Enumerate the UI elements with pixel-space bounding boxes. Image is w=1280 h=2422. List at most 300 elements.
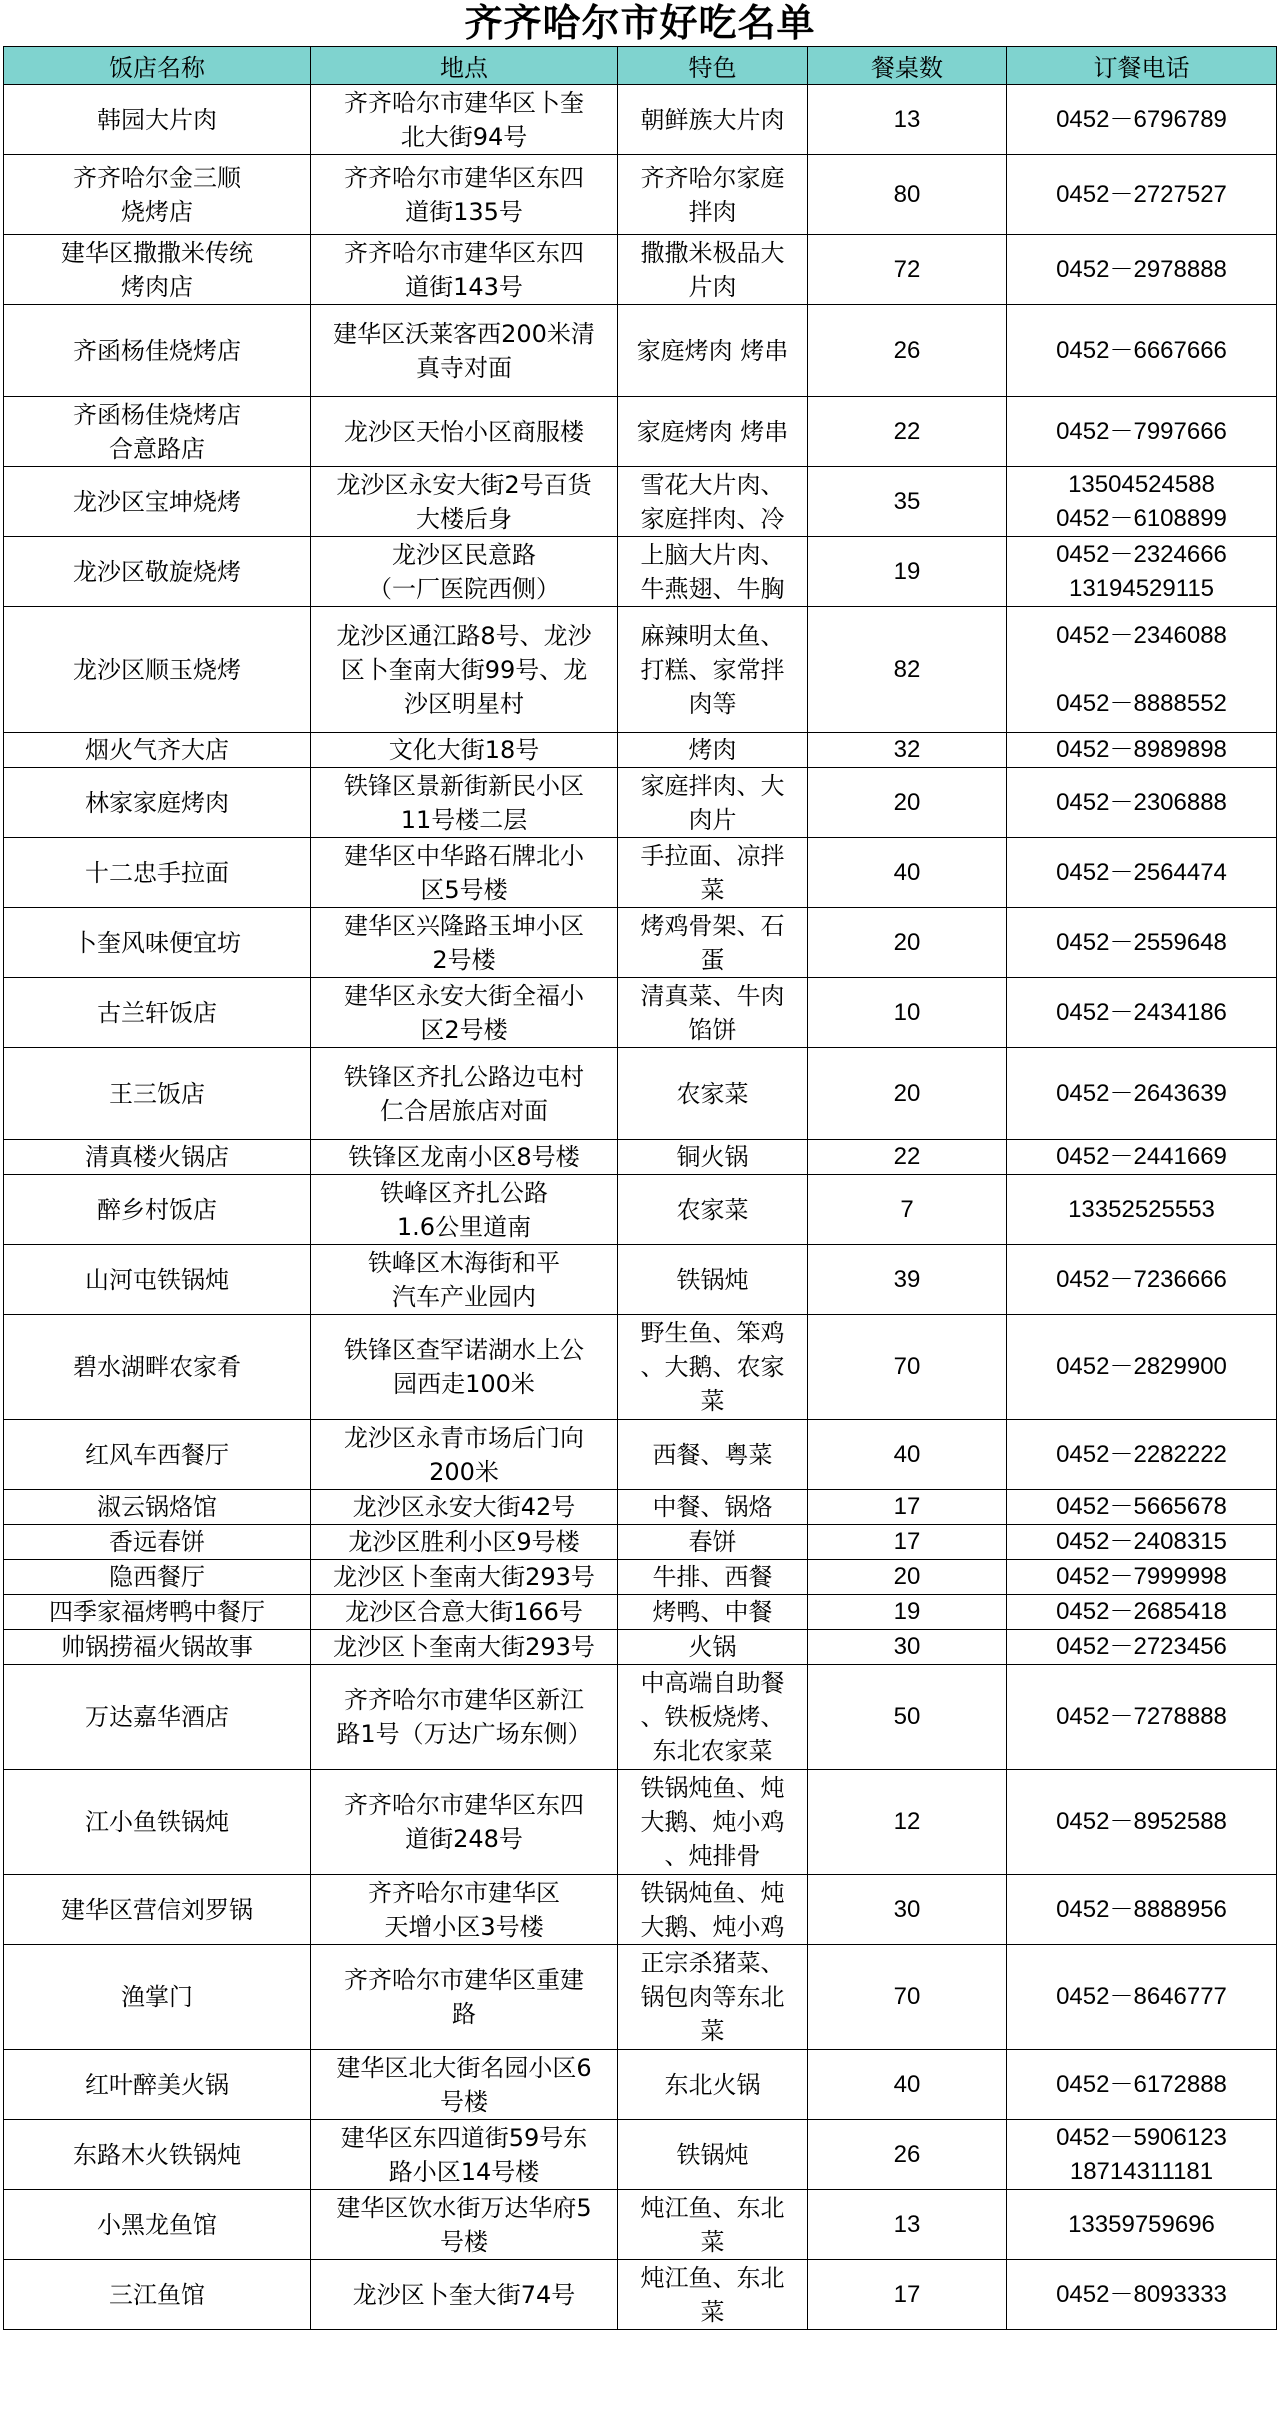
phone-cell: [1007, 1595, 1277, 1630]
restaurant-name-cell: [4, 1595, 311, 1630]
phone-line: 0452－7278888: [1056, 1703, 1227, 1730]
restaurant-name-cell: [4, 1945, 311, 2050]
address-line: 齐齐哈尔市建华区卜奎: [344, 88, 584, 117]
address-line: 2号楼: [432, 945, 496, 974]
specialty-cell: [618, 978, 808, 1048]
table-count-cell: 40: [808, 838, 1007, 908]
table-count-cell: 30: [808, 1875, 1007, 1945]
table-row: [4, 1490, 1277, 1525]
phone-line: 0452－6667666: [1056, 336, 1227, 364]
specialty-cell: [618, 1525, 808, 1560]
address-cell: [311, 2120, 618, 2190]
specialty-cell: [618, 1595, 808, 1630]
phone-line: 0452－2564474: [1056, 858, 1227, 886]
address-cell: [311, 397, 618, 467]
address-line: 建华区东四道街59号东: [340, 2123, 588, 2152]
table-count-cell: 70: [808, 1315, 1007, 1420]
table-row: [4, 2190, 1277, 2260]
restaurant-name-line: 龙沙区敬旋烧烤: [73, 557, 241, 586]
table-count-cell: 30: [808, 1630, 1007, 1665]
restaurant-name-cell: [4, 978, 311, 1048]
specialty-line: 、铁板烧烤、: [640, 1703, 785, 1731]
address-cell: [311, 1595, 618, 1630]
restaurant-name-cell: [4, 2190, 311, 2260]
address-line: 北大街94号: [400, 122, 528, 151]
table-count-cell: 17: [808, 1525, 1007, 1560]
table-row: [4, 908, 1277, 978]
address-line: 区5号楼: [420, 875, 508, 904]
table-count-cell: 17: [808, 1490, 1007, 1525]
header-phone: 订餐电话: [1007, 47, 1277, 85]
header-address: 地点: [311, 47, 618, 85]
restaurant-name-line: 卜奎风味便宜坊: [73, 928, 241, 957]
phone-cell: [1007, 908, 1277, 978]
table-row: [4, 1770, 1277, 1875]
table-count-cell: 20: [808, 768, 1007, 838]
address-cell: [311, 235, 618, 305]
address-line: 龙沙区永安大街2号百货: [336, 470, 592, 499]
restaurant-name-cell: [4, 607, 311, 733]
restaurant-name-line: 红风车西餐厅: [85, 1440, 229, 1469]
address-line: 齐齐哈尔市建华区: [368, 1878, 560, 1907]
specialty-line: 大鹅、炖小鸡: [640, 1808, 785, 1836]
address-cell: [311, 768, 618, 838]
address-line: 铁峰区齐扎公路: [380, 1178, 548, 1207]
specialty-line: 东北农家菜: [652, 1737, 773, 1765]
phone-cell: [1007, 397, 1277, 467]
address-cell: [311, 1525, 618, 1560]
address-line: 天增小区3号楼: [384, 1912, 544, 1941]
table-count-cell: 20: [808, 1048, 1007, 1140]
phone-line: 0452－7999998: [1056, 1563, 1227, 1590]
phone-line: 13359759696: [1068, 2210, 1215, 2238]
specialty-line: 野生鱼、笨鸡: [640, 1319, 785, 1347]
restaurant-name-cell: [4, 537, 311, 607]
phone-cell: [1007, 607, 1277, 733]
header-row: [4, 47, 1277, 85]
specialty-cell: [618, 768, 808, 838]
specialty-cell: [618, 908, 808, 978]
restaurant-name-cell: [4, 1245, 311, 1315]
address-line: 仁合居旅店对面: [380, 1096, 548, 1125]
phone-cell: [1007, 85, 1277, 155]
address-cell: [311, 1140, 618, 1175]
specialty-line: 菜: [700, 2227, 725, 2256]
specialty-cell: [618, 155, 808, 235]
restaurant-name-line: 龙沙区宝坤烧烤: [73, 487, 241, 516]
table-row: [4, 1048, 1277, 1140]
restaurant-name-line: 香远春饼: [109, 1528, 205, 1556]
phone-cell: [1007, 1945, 1277, 2050]
address-line: 建华区永安大街全福小: [344, 981, 584, 1010]
specialty-line: 菜: [700, 1387, 725, 1415]
address-line: 龙沙区永安大街42号: [352, 1493, 576, 1521]
table-row: [4, 397, 1277, 467]
address-cell: [311, 1875, 618, 1945]
header-name: 饭店名称: [4, 47, 311, 85]
table-count-cell: 39: [808, 1245, 1007, 1315]
restaurant-table: [3, 46, 1277, 2330]
phone-line: 0452－5665678: [1056, 1493, 1227, 1520]
address-cell: [311, 1048, 618, 1140]
phone-line: 13194529115: [1068, 574, 1215, 602]
table-count-cell: 82: [808, 607, 1007, 733]
specialty-line: 正宗杀猪菜、: [640, 1949, 785, 1977]
address-line: 齐齐哈尔市建华区东四: [344, 1791, 584, 1819]
restaurant-name-line: 烤肉店: [121, 272, 193, 301]
phone-line: 0452－2723456: [1056, 1633, 1227, 1660]
specialty-line: 打糕、家常拌: [640, 655, 785, 684]
table-count-cell: 13: [808, 85, 1007, 155]
restaurant-name-cell: [4, 733, 311, 768]
specialty-cell: [618, 1245, 808, 1315]
address-line: 路1号（万达广场东侧）: [336, 1720, 592, 1748]
restaurant-name-line: 四季家福烤鸭中餐厅: [49, 1598, 265, 1626]
phone-cell: [1007, 235, 1277, 305]
table-row: [4, 85, 1277, 155]
specialty-cell: [618, 1315, 808, 1420]
table-row: [4, 537, 1277, 607]
table-row: [4, 1945, 1277, 2050]
phone-cell: [1007, 1048, 1277, 1140]
phone-cell: [1007, 305, 1277, 397]
address-line: 齐齐哈尔市建华区东四: [344, 163, 584, 192]
specialty-line: 肉片: [688, 805, 737, 834]
restaurant-name-line: 十二忠手拉面: [85, 858, 229, 887]
phone-line: 0452－2685418: [1056, 1598, 1227, 1625]
table-count-cell: 19: [808, 1595, 1007, 1630]
address-line: 齐齐哈尔市建华区东四: [344, 238, 584, 267]
address-line: 铁锋区查罕诺湖水上公: [344, 1336, 584, 1364]
table-body: [4, 85, 1277, 2330]
address-line: 真寺对面: [416, 353, 512, 382]
table-count-cell: 19: [808, 537, 1007, 607]
address-cell: [311, 978, 618, 1048]
phone-line: 0452－2282222: [1056, 1440, 1227, 1468]
specialty-line: 牛燕翅、牛胸: [640, 574, 785, 603]
specialty-cell: [618, 1630, 808, 1665]
address-cell: [311, 607, 618, 733]
specialty-line: 片肉: [688, 272, 737, 301]
restaurant-name-line: 红叶醉美火锅: [85, 2070, 229, 2099]
address-cell: [311, 1560, 618, 1595]
specialty-line: 西餐、粤菜: [652, 1440, 773, 1469]
phone-cell: [1007, 978, 1277, 1048]
table-count-cell: 7: [808, 1175, 1007, 1245]
phone-line: 0452－8989898: [1056, 736, 1227, 763]
specialty-cell: [618, 1560, 808, 1595]
restaurant-name-line: 烟火气齐大店: [85, 736, 229, 764]
table-row: [4, 978, 1277, 1048]
specialty-line: 农家菜: [676, 1195, 749, 1224]
address-line: 建华区饮水街万达华府5: [336, 2193, 592, 2222]
specialty-line: 春饼: [688, 1528, 737, 1556]
specialty-line: 炖江鱼、东北: [640, 2263, 785, 2292]
table-count-cell: 40: [808, 1420, 1007, 1490]
table-count-cell: 72: [808, 235, 1007, 305]
specialty-line: 菜: [700, 2297, 725, 2326]
address-line: 龙沙区民意路: [392, 540, 536, 569]
table-row: [4, 2120, 1277, 2190]
restaurant-name-cell: [4, 305, 311, 397]
address-cell: [311, 85, 618, 155]
phone-line: 18714311181: [1069, 2157, 1214, 2185]
table-row: [4, 235, 1277, 305]
table-count-cell: 17: [808, 2260, 1007, 2330]
address-cell: [311, 2190, 618, 2260]
specialty-line: 菜: [700, 2017, 725, 2045]
specialty-line: 家庭拌肉、冷: [640, 504, 785, 533]
address-line: 道街135号: [405, 197, 523, 226]
restaurant-name-cell: [4, 2260, 311, 2330]
address-cell: [311, 2260, 618, 2330]
header-tables: 餐桌数: [808, 47, 1007, 85]
phone-cell: [1007, 1420, 1277, 1490]
specialty-cell: [618, 467, 808, 537]
address-line: 11号楼二层: [400, 805, 528, 834]
page-title: 齐齐哈尔市好吃名单: [464, 1, 816, 45]
address-cell: [311, 467, 618, 537]
specialty-cell: [618, 1420, 808, 1490]
phone-cell: [1007, 2190, 1277, 2260]
restaurant-name-line: 碧水湖畔农家肴: [73, 1353, 241, 1381]
address-line: 1.6公里道南: [396, 1212, 532, 1241]
address-cell: [311, 838, 618, 908]
phone-cell: [1007, 1770, 1277, 1875]
specialty-cell: [618, 2190, 808, 2260]
address-line: 龙沙区永青市场后门向: [344, 1423, 584, 1452]
table-header: [4, 47, 1277, 85]
phone-line: 0452－7997666: [1056, 417, 1227, 445]
specialty-line: 烤鸡骨架、石: [640, 911, 785, 940]
table-row: [4, 1140, 1277, 1175]
restaurant-name-cell: [4, 397, 311, 467]
address-cell: [311, 537, 618, 607]
restaurant-name-cell: [4, 467, 311, 537]
restaurant-name-cell: [4, 1770, 311, 1875]
table-row: [4, 607, 1277, 733]
phone-line: 0452－6796789: [1056, 105, 1227, 133]
specialty-cell: [618, 235, 808, 305]
table-row: [4, 1525, 1277, 1560]
table-row: [4, 2260, 1277, 2330]
specialty-line: 雪花大片肉、: [640, 470, 785, 499]
table-count-cell: 70: [808, 1945, 1007, 2050]
phone-line: 13504524588: [1068, 470, 1215, 498]
phone-line: 0452－2643639: [1056, 1079, 1227, 1107]
restaurant-name-cell: [4, 155, 311, 235]
phone-line: 0452－6108899: [1056, 504, 1227, 532]
restaurant-name-line: 合意路店: [109, 434, 205, 463]
phone-cell: [1007, 733, 1277, 768]
table-row: [4, 1875, 1277, 1945]
restaurant-name-line: 小黑龙鱼馆: [97, 2210, 217, 2239]
restaurant-name-line: 古兰轩饭店: [97, 998, 217, 1027]
specialty-cell: [618, 537, 808, 607]
specialty-line: 铁锅炖: [676, 1265, 749, 1294]
phone-cell: [1007, 1875, 1277, 1945]
phone-line: 0452－6172888: [1056, 2070, 1227, 2098]
specialty-cell: [618, 1770, 808, 1875]
phone-line: 0452－2324666: [1056, 540, 1227, 568]
table-row: [4, 1175, 1277, 1245]
table-count-cell: 50: [808, 1665, 1007, 1770]
address-cell: [311, 733, 618, 768]
specialty-cell: [618, 1945, 808, 2050]
address-cell: [311, 305, 618, 397]
restaurant-name-line: 清真楼火锅店: [85, 1143, 229, 1171]
restaurant-name-cell: [4, 1490, 311, 1525]
table-count-cell: 22: [808, 1140, 1007, 1175]
specialty-line: 锅包肉等东北: [640, 1983, 785, 2011]
restaurant-name-cell: [4, 1665, 311, 1770]
specialty-line: 肉等: [688, 689, 737, 718]
specialty-cell: [618, 1875, 808, 1945]
phone-line: 0452－2346088: [1056, 621, 1227, 649]
restaurant-name-cell: [4, 1048, 311, 1140]
specialty-line: 蛋: [700, 945, 725, 974]
table-row: [4, 838, 1277, 908]
address-line: 铁锋区景新街新民小区: [344, 771, 584, 800]
specialty-line: 家庭拌肉、大: [640, 771, 785, 800]
phone-line: 13352525553: [1068, 1195, 1215, 1223]
address-line: 道街143号: [405, 272, 523, 301]
phone-cell: [1007, 1665, 1277, 1770]
phone-line: 0452－5906123: [1056, 2123, 1227, 2151]
table-row: [4, 768, 1277, 838]
restaurant-name-cell: [4, 85, 311, 155]
restaurant-name-cell: [4, 2120, 311, 2190]
address-line: 建华区北大街名园小区6: [336, 2053, 592, 2082]
restaurant-name-line: 三江鱼馆: [109, 2280, 205, 2309]
phone-line: 0452－8952588: [1056, 1808, 1227, 1835]
restaurant-name-line: 龙沙区顺玉烧烤: [73, 655, 241, 684]
address-cell: [311, 2050, 618, 2120]
specialty-line: 、炖排骨: [664, 1842, 761, 1870]
address-line: 号楼: [440, 2087, 488, 2116]
phone-line: 0452－7236666: [1056, 1265, 1227, 1293]
specialty-cell: [618, 397, 808, 467]
phone-line: 0452－2441669: [1056, 1143, 1227, 1170]
phone-cell: [1007, 1630, 1277, 1665]
table-count-cell: 26: [808, 305, 1007, 397]
specialty-cell: [618, 85, 808, 155]
phone-cell: [1007, 1315, 1277, 1420]
address-cell: [311, 1175, 618, 1245]
specialty-line: 中高端自助餐: [640, 1669, 785, 1697]
specialty-line: 铜火锅: [676, 1143, 749, 1171]
restaurant-name-line: 山河屯铁锅炖: [85, 1265, 229, 1294]
phone-cell: [1007, 1525, 1277, 1560]
specialty-cell: [618, 305, 808, 397]
phone-line: 0452－2559648: [1056, 928, 1227, 956]
specialty-cell: [618, 838, 808, 908]
phone-cell: [1007, 537, 1277, 607]
restaurant-name-line: 东路木火铁锅炖: [73, 2140, 241, 2169]
address-cell: [311, 1945, 618, 2050]
specialty-line: 铁锅炖: [676, 2140, 749, 2169]
table-row: [4, 1420, 1277, 1490]
address-cell: [311, 1420, 618, 1490]
specialty-cell: [618, 733, 808, 768]
table-count-cell: 12: [808, 1770, 1007, 1875]
restaurant-name-line: 醉乡村饭店: [97, 1195, 217, 1224]
restaurant-name-line: 齐齐哈尔金三顺: [73, 163, 241, 192]
restaurant-name-cell: [4, 235, 311, 305]
address-cell: [311, 155, 618, 235]
table-count-cell: 20: [808, 1560, 1007, 1595]
specialty-line: 炖江鱼、东北: [640, 2193, 785, 2222]
address-line: 齐齐哈尔市建华区新江: [344, 1686, 584, 1714]
specialty-cell: [618, 1490, 808, 1525]
specialty-line: 中餐、锅烙: [652, 1493, 773, 1521]
restaurant-name-cell: [4, 1525, 311, 1560]
restaurant-name-line: 齐函杨佳烧烤店: [73, 336, 241, 365]
specialty-line: 朝鲜族大片肉: [640, 105, 785, 134]
address-line: 龙沙区卜奎南大街293号: [333, 1633, 595, 1661]
restaurant-name-line: 帅锅捞福火锅故事: [61, 1633, 253, 1661]
restaurant-name-cell: [4, 1140, 311, 1175]
address-line: 区2号楼: [420, 1015, 508, 1044]
specialty-cell: [618, 2260, 808, 2330]
phone-line: [1011, 653, 1272, 687]
table-count-cell: 40: [808, 2050, 1007, 2120]
address-line: 大楼后身: [416, 504, 512, 533]
table-row: [4, 155, 1277, 235]
address-line: 龙沙区卜奎南大街293号: [333, 1563, 595, 1591]
table-row: [4, 467, 1277, 537]
table-row: [4, 1245, 1277, 1315]
phone-line: 0452－2727527: [1056, 180, 1227, 208]
restaurant-name-line: 韩园大片肉: [97, 105, 217, 134]
address-line: 齐齐哈尔市建华区重建: [344, 1966, 584, 1994]
table-count-cell: 13: [808, 2190, 1007, 2260]
phone-cell: [1007, 2050, 1277, 2120]
table-row: [4, 305, 1277, 397]
phone-line: 0452－8093333: [1056, 2280, 1227, 2308]
restaurant-name-cell: [4, 768, 311, 838]
restaurant-name-cell: [4, 908, 311, 978]
address-cell: [311, 908, 618, 978]
restaurant-name-line: 王三饭店: [109, 1079, 205, 1108]
specialty-line: 烤肉: [688, 736, 737, 764]
phone-line: 0452－8646777: [1056, 1983, 1227, 2010]
table-row: [4, 733, 1277, 768]
phone-line: 0452－2978888: [1056, 255, 1227, 283]
address-line: 区卜奎南大街99号、龙: [340, 655, 588, 684]
table-count-cell: 32: [808, 733, 1007, 768]
table-row: [4, 2050, 1277, 2120]
restaurant-name-line: 烧烤店: [121, 197, 193, 226]
restaurant-name-cell: [4, 1630, 311, 1665]
restaurant-name-line: 万达嘉华酒店: [85, 1703, 229, 1731]
table-row: [4, 1665, 1277, 1770]
phone-cell: [1007, 1140, 1277, 1175]
restaurant-name-line: 齐函杨佳烧烤店: [73, 400, 241, 429]
address-line: 路: [452, 2000, 476, 2028]
specialty-cell: [618, 1175, 808, 1245]
address-line: 文化大街18号: [388, 736, 540, 764]
restaurant-name-cell: [4, 2050, 311, 2120]
address-line: 铁锋区齐扎公路边屯村: [344, 1062, 584, 1091]
address-line: 龙沙区合意大街166号: [345, 1598, 583, 1626]
address-line: 龙沙区卜奎大街74号: [352, 2280, 576, 2309]
specialty-line: 铁锅炖鱼、炖: [640, 1878, 785, 1907]
restaurant-name-line: 林家家庭烤肉: [85, 788, 229, 817]
address-line: 道街248号: [405, 1825, 523, 1853]
specialty-line: 麻辣明太鱼、: [640, 621, 785, 650]
restaurant-name-cell: [4, 838, 311, 908]
